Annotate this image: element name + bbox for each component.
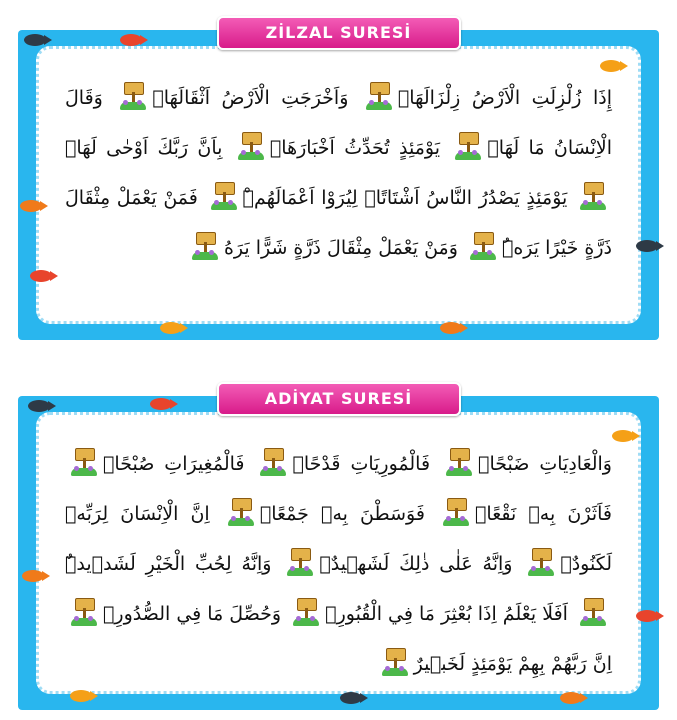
signpost-on-grass-icon	[238, 130, 264, 160]
signpost-on-grass-icon	[580, 596, 606, 626]
goldfish-icon	[20, 200, 42, 212]
zilzal-verses	[65, 73, 612, 273]
verse-text: فَاَثَرْنَ بِه۪ نَقْعًاۙ	[475, 503, 612, 525]
goldfish-icon	[120, 34, 142, 46]
signpost-on-grass-icon	[446, 446, 472, 476]
signpost-on-grass-icon	[120, 80, 146, 110]
zilzal-card	[18, 23, 659, 340]
verse-text: اِنَّ الْاِنْسَانَ لِرَبِّه۪ لَكَنُودٌۚ	[65, 503, 613, 575]
verse-text: وَاِنَّهُ لِحُبِّ الْخَيْرِ لَشَد۪يدٌۜ	[65, 553, 272, 575]
verse-text: وَاِنَّهُ عَلٰى ذٰلِكَ لَشَه۪يدٌۚ	[319, 553, 513, 575]
signpost-on-grass-icon	[528, 546, 554, 576]
verse-text: فَوَسَطْنَ بِه۪ جَمْعًاۙ	[259, 503, 425, 525]
zilzal-title: ZİLZAL SURESİ	[217, 16, 461, 50]
verse-text: وَقَالَ الْاِنْسَانُ مَا لَهَاۚ	[65, 87, 612, 159]
adiyat-card	[18, 389, 659, 710]
signpost-on-grass-icon	[192, 230, 218, 260]
goldfish-icon	[440, 322, 462, 334]
zilzal-panel	[36, 46, 641, 324]
adiyat-title: ADİYAT SURESİ	[217, 382, 461, 416]
adiyat-verses	[65, 439, 612, 689]
goldfish-icon	[636, 240, 658, 252]
goldfish-icon	[612, 430, 634, 442]
signpost-on-grass-icon	[443, 496, 469, 526]
goldfish-icon	[150, 398, 172, 410]
goldfish-icon	[70, 690, 92, 702]
goldfish-icon	[22, 570, 44, 582]
verse-text: يَوْمَئِذٍ يَصْدُرُ النَّاسُ اَشْتَاتًاۙ لِيُرَوْا اَعْمَالَهُمْۜ	[242, 187, 568, 209]
signpost-on-grass-icon	[228, 496, 254, 526]
goldfish-icon	[340, 692, 362, 704]
goldfish-icon	[636, 610, 658, 622]
signpost-on-grass-icon	[382, 646, 408, 676]
signpost-on-grass-icon	[366, 80, 392, 110]
verse-text: وَحُصِّلَ مَا فِي الصُّدُورِۙ	[103, 603, 282, 625]
signpost-on-grass-icon	[260, 446, 286, 476]
signpost-on-grass-icon	[293, 596, 319, 626]
signpost-on-grass-icon	[580, 180, 606, 210]
signpost-on-grass-icon	[470, 230, 496, 260]
signpost-on-grass-icon	[287, 546, 313, 576]
verse-text: فَمَنْ يَعْمَلْ مِثْقَالَ ذَرَّةٍ خَيْرًا يَرَهُۜ	[65, 187, 612, 259]
signpost-on-grass-icon	[71, 446, 97, 476]
verse-text: إِذَا زُلْزِلَتِ الْاَرْضُ زِلْزَالَهَاۙ	[397, 87, 612, 109]
goldfish-icon	[160, 322, 182, 334]
signpost-on-grass-icon	[71, 596, 97, 626]
verse-text: وَمَنْ يَعْمَلْ مِثْقَالَ ذَرَّةٍ شَرًّا يَرَهُ	[223, 237, 458, 259]
verse-text: اَفَلَا يَعْلَمُ اِذَا بُعْثِرَ مَا فِي الْقُبُورِۙ	[325, 603, 568, 625]
signpost-on-grass-icon	[455, 130, 481, 160]
verse-text: فَالْمُورِيَاتِ قَدْحًاۙ	[292, 453, 431, 475]
goldfish-icon	[28, 400, 50, 412]
goldfish-icon	[24, 34, 46, 46]
verse-text: بِاَنَّ رَبَّكَ اَوْحٰى لَهَاۜ	[65, 137, 223, 159]
goldfish-icon	[560, 692, 582, 704]
goldfish-icon	[600, 60, 622, 72]
verse-text: فَالْمُغِيرَاتِ صُبْحًاۙ	[103, 453, 245, 475]
verse-text: اِنَّ رَبَّهُمْ بِهِمْ يَوْمَئِذٍ لَخَب۪يرٌ	[413, 653, 612, 675]
verse-text: وَالْعَادِيَاتِ ضَبْحًاۙ	[478, 453, 612, 475]
adiyat-panel	[36, 412, 641, 694]
verse-text: يَوْمَئِذٍ تُحَدِّثُ اَخْبَارَهَاۙ	[269, 137, 440, 159]
verse-text: وَاَخْرَجَتِ الْاَرْضُ اَثْقَالَهَاۙ	[152, 87, 349, 109]
goldfish-icon	[30, 270, 52, 282]
signpost-on-grass-icon	[211, 180, 237, 210]
